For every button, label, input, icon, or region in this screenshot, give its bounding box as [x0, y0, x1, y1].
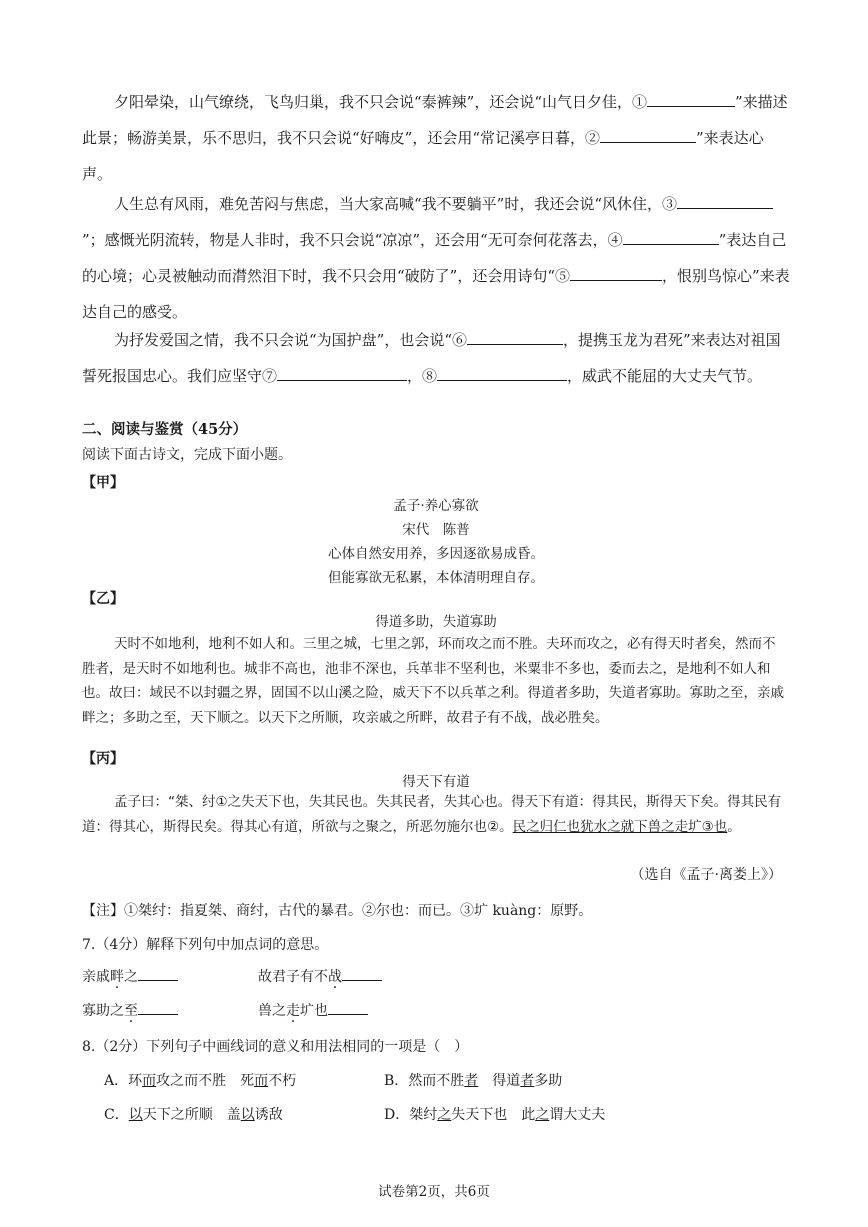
- answer-blank-4[interactable]: [623, 230, 719, 245]
- section-instruction: 阅读下面古诗文，完成下面小题。: [82, 447, 292, 463]
- question-7-stem: 7.（4分）解释下列句中加点词的意思。: [82, 937, 329, 953]
- fill-text: ”来表达心声。: [82, 129, 764, 183]
- passage-text: 。: [727, 818, 741, 835]
- fill-paragraph-3: [82, 322, 790, 394]
- page-footer: 试卷第2页，共6页: [378, 1184, 490, 1200]
- source-citation: （选自《孟子·离娄上》）: [630, 867, 782, 883]
- answer-blank[interactable]: [328, 1000, 368, 1015]
- q8-option-b[interactable]: B．然而不胜者 得道者多助: [384, 1073, 563, 1089]
- q7-item-1: 亲戚畔之: [82, 966, 178, 986]
- passage-title: 得天下有道: [402, 774, 470, 790]
- fill-text: ，⑧: [407, 367, 438, 385]
- q7-item-3: 寡助之至: [82, 1000, 178, 1020]
- dotted-word: 战: [328, 969, 342, 985]
- question-8-stem: 8.（2分）下列句子中画线词的意义和用法相同的一项是（ ）: [82, 1039, 469, 1055]
- q8-option-c[interactable]: C．以天下之所顺 盖以诱敌: [104, 1107, 283, 1123]
- fill-text: ”表达自己的心境；心灵被触动而潸然泪下时，我不只会用“破防了”，还会用诗句“⑤: [82, 231, 787, 285]
- answer-blank-8[interactable]: [437, 366, 567, 381]
- passage-text: 孟子曰：“桀、纣①之失天下也，失其民也。失其民者，失其心也。得天下有道：得其民，斯得天下矣。得其民有道：得其心，斯得民矣。得其心有道，所欲与之聚之，所恶勿施尔也②。: [82, 794, 782, 835]
- fill-text: ”来描述此景；畅游美景，乐不思归，我不只会说“好嗨皮”，还会用“常记溪亭日暮，②: [82, 93, 788, 147]
- underlined-sentence: 民之归仁也犹水之就下兽之走圹③也: [512, 818, 728, 835]
- fill-paragraph-2: [82, 186, 790, 330]
- fill-text: 人生总有风雨，难免苦闷与焦虑，当大家高喊“我不要躺平”时，我还会说“风休住，③: [114, 195, 678, 213]
- answer-blank[interactable]: [138, 1000, 178, 1015]
- dotted-word: 走: [286, 1003, 300, 1019]
- answer-blank[interactable]: [138, 966, 178, 981]
- answer-blank-5[interactable]: [570, 266, 662, 281]
- q7-item-2: 故君子有不战: [258, 966, 382, 986]
- dotted-word: 至: [124, 1003, 138, 1019]
- passage-tag-bing: 【丙】: [82, 751, 124, 767]
- fill-text: ，提携玉龙为君死”来表达对祖国誓死报国忠心。我们应坚守⑦: [82, 331, 781, 385]
- passage-title: 得道多助，失道寡助: [375, 614, 497, 630]
- passage-tag-yi: 【乙】: [82, 591, 124, 607]
- fill-text: ，威武不能屈的大丈夫气节。: [567, 367, 763, 385]
- passage-text-yi: 天时不如地利，地利不如人和。三里之城，七里之郭，环而攻之而不胜。夫环而攻之，必有得天时者矣，然而不胜者，是天时不如地利也。城非不高也，池非不深也，兵革非不坚利也，米粟非不多也，委而去之，是地利不如人和也。故曰：域民不以封疆之界，固国不以山溪之险，威天下不以兵革之利。得道者多助，失道者寡助。寡助之至，亲戚畔之；多助之至，天下顺之。以天下之所顺，攻亲戚之所畔，故君子有不战，战必胜矣。: [82, 636, 784, 726]
- annotation-note: 【注】①桀纣：指夏桀、商纣，古代的暴君。②尔也：而已。③圹 kuàng：原野。: [82, 903, 593, 919]
- passage-tag-jia: 【甲】: [82, 475, 124, 491]
- poem-author: 宋代 陈普: [402, 522, 470, 538]
- fill-text: ”；感慨光阴流转，物是人非时，我不只会说“凉凉”，还会用“无可奈何花落去，④: [82, 231, 623, 249]
- q8-option-d[interactable]: D．桀纣之失天下也 此之谓大丈夫: [384, 1107, 606, 1123]
- fill-text: 为抒发爱国之情，我不只会说“为国护盘”，也会说“⑥: [114, 331, 468, 349]
- q8-option-a[interactable]: A．环而攻之而不胜 死而不朽: [104, 1073, 297, 1089]
- answer-blank-3[interactable]: [677, 194, 773, 209]
- answer-blank-2[interactable]: [600, 128, 696, 143]
- poem-title: 孟子·养心寡欲: [393, 498, 479, 514]
- answer-blank-6[interactable]: [467, 330, 563, 345]
- poem-line: 心体自然安用养，多因逐欲易成昏。: [328, 546, 544, 562]
- fill-text: 夕阳晕染，山气缭绕，飞鸟归巢，我不只会说“泰裤辣”，还会说“山气日夕佳，①: [114, 93, 648, 111]
- section-title: 二、阅读与鉴赏（45分）: [82, 421, 248, 438]
- answer-blank-1[interactable]: [647, 92, 735, 107]
- dotted-word: 畔: [110, 969, 124, 985]
- fill-paragraph-1: [82, 84, 790, 192]
- answer-blank-7[interactable]: [277, 366, 407, 381]
- passage-text-bing: [82, 790, 788, 839]
- fill-text: ，恨别鸟惊心”来表达自己的感受。: [82, 267, 790, 321]
- q7-item-4: 兽之走圹也: [258, 1000, 368, 1020]
- poem-line: 但能寡欲无私累，本体清明理自存。: [328, 570, 544, 586]
- answer-blank[interactable]: [342, 966, 382, 981]
